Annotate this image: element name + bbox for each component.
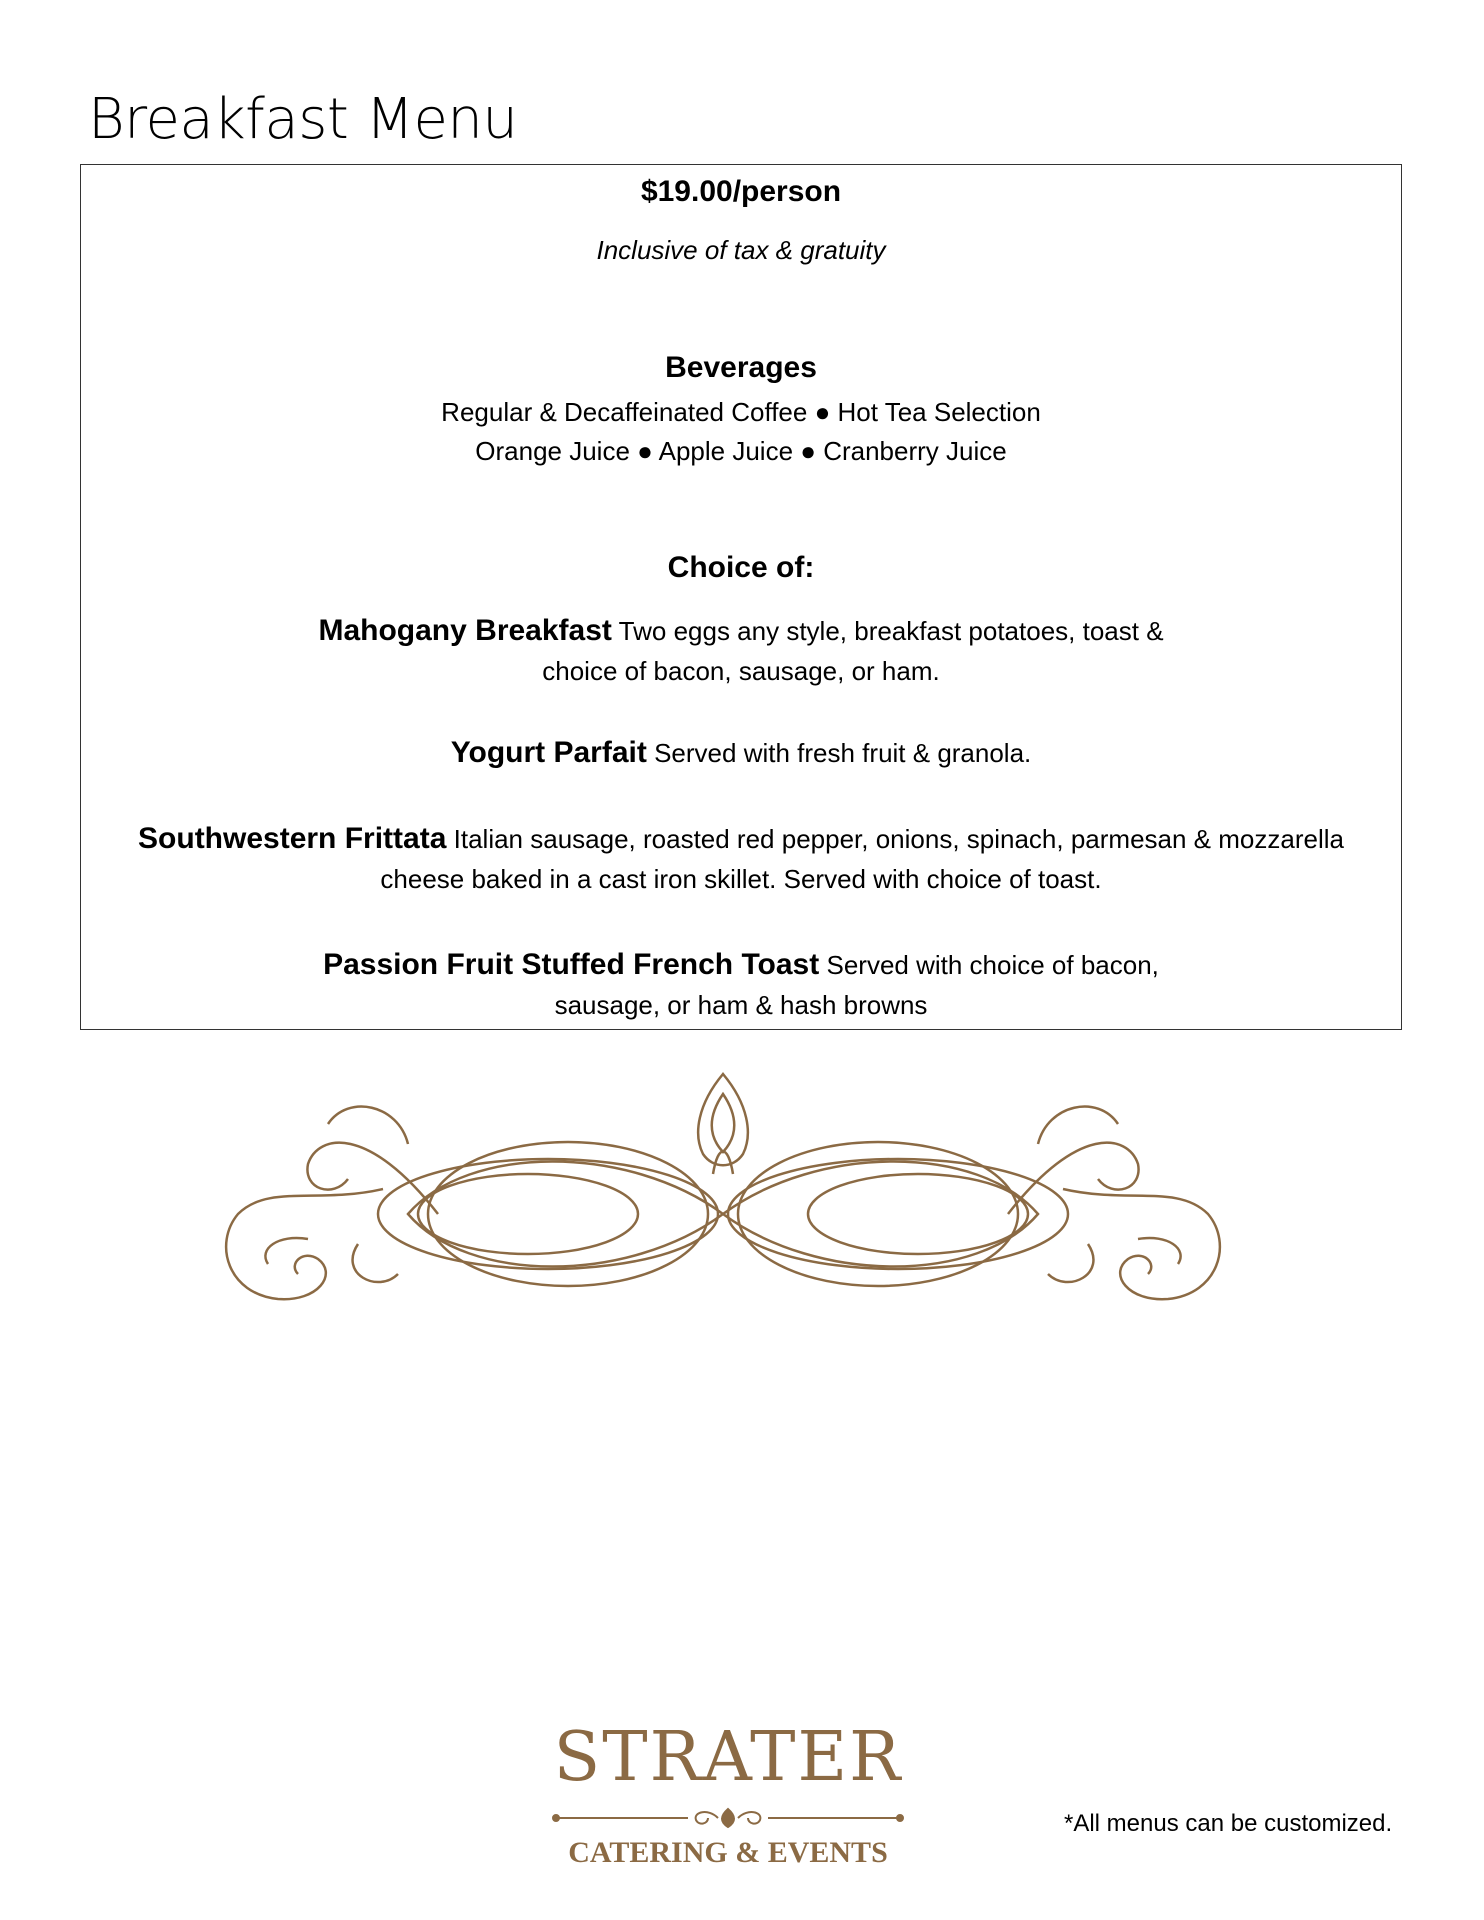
- menu-item-description: Two eggs any style, breakfast potatoes, toast &: [618, 616, 1164, 646]
- menu-item-name: Mahogany Breakfast: [318, 614, 612, 647]
- tax-note: Inclusive of tax & gratuity: [596, 235, 886, 265]
- beverages-heading: Beverages: [665, 351, 817, 384]
- brand-logo: [548, 1718, 908, 1874]
- menu-item: [81, 611, 1401, 691]
- beverage-line: Orange Juice ● Apple Juice ● Cranberry Juice: [475, 436, 1007, 466]
- menu-item-name: Passion Fruit Stuffed French Toast: [323, 948, 820, 981]
- footnote: *All menus can be customized.: [1064, 1810, 1393, 1837]
- page-title: Breakfast Menu: [88, 87, 518, 152]
- menu-box: [80, 164, 1402, 1030]
- menu-item-description: choice of bacon, sausage, or ham.: [542, 656, 940, 686]
- choice-heading: Choice of:: [667, 551, 815, 584]
- beverage-line: Regular & Decaffeinated Coffee ● Hot Tea Selection: [441, 397, 1041, 427]
- menu-item-description: Italian sausage, roasted red pepper, onions, spinach, parmesan & mozzarella: [453, 824, 1344, 854]
- logo-tagline: CATERING & EVENTS: [568, 1836, 888, 1869]
- logo-wordmark: STRATER: [553, 1718, 903, 1797]
- menu-item-description: Served with choice of bacon,: [826, 950, 1159, 980]
- decorative-scroll-icon: [208, 1064, 1238, 1324]
- menu-item-description: sausage, or ham & hash browns: [554, 990, 928, 1020]
- menu-item-name: Yogurt Parfait: [450, 736, 647, 769]
- price: $19.00/person: [640, 175, 842, 208]
- menu-item: [81, 733, 1401, 773]
- fleur-divider-icon: [548, 1806, 908, 1830]
- menu-item: [81, 819, 1401, 899]
- menu-item-name: Southwestern Frittata: [138, 822, 447, 855]
- menu-item-description: cheese baked in a cast iron skillet. Served with choice of toast.: [380, 864, 1102, 894]
- menu-item: [81, 945, 1401, 1025]
- menu-item-description: Served with fresh fruit & granola.: [654, 738, 1032, 768]
